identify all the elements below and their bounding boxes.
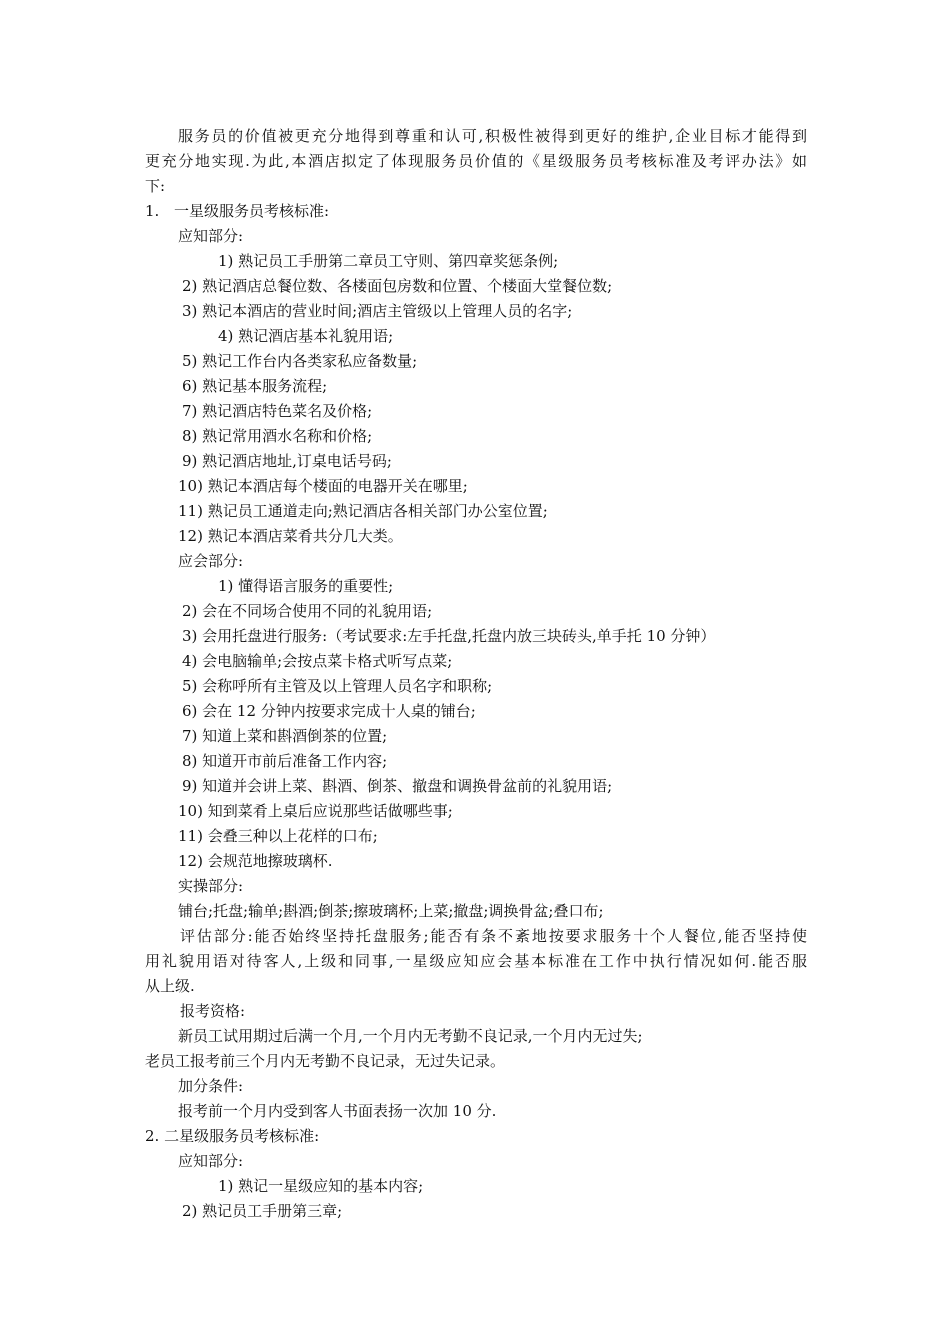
skills-item: 3) 会用托盘进行服务:（考试要求:左手托盘,托盘内放三块砖头,单手托 10 分钟） [182, 627, 716, 645]
knowledge-item: 1) 熟记员工手册第二章员工守则、第四章奖惩条例; [218, 252, 559, 270]
intro-line-1: 服务员的价值被更充分地得到尊重和认可,积极性被得到更好的维护,企业目标才能得到 [178, 127, 807, 145]
intro-line-3: 下: [145, 177, 166, 195]
section1-qualification-heading: 报考资格: [180, 1002, 246, 1020]
section2-title: 2. 二星级服务员考核标准: [145, 1127, 320, 1145]
evaluation-line-3: 从上级. [145, 977, 195, 995]
skills-item: 9) 知道并会讲上菜、斟酒、倒茶、撤盘和调换骨盆前的礼貌用语; [182, 777, 613, 795]
section1-skills-heading: 应会部分: [178, 552, 244, 570]
skills-item: 4) 会电脑输单;会按点菜卡格式听写点菜; [182, 652, 453, 670]
section1-practical-heading: 实操部分: [178, 877, 244, 895]
knowledge-item: 7) 熟记酒店特色菜名及价格; [182, 402, 373, 420]
skills-item: 12) 会规范地擦玻璃杯. [178, 852, 333, 870]
skills-item: 8) 知道开市前后准备工作内容; [182, 752, 388, 770]
knowledge-item: 1) 熟记一星级应知的基本内容; [218, 1177, 424, 1195]
evaluation-line-1: 评估部分:能否始终坚持托盘服务;能否有条不紊地按要求服务十个人餐位,能否坚持使 [180, 927, 807, 945]
section1-bonus-text: 报考前一个月内受到客人书面表扬一次加 10 分. [178, 1102, 497, 1120]
knowledge-item: 3) 熟记本酒店的营业时间;酒店主管级以上管理人员的名字; [182, 302, 573, 320]
qualification-line: 新员工试用期过后满一个月,一个月内无考勤不良记录,一个月内无过失; [178, 1027, 643, 1045]
knowledge-item: 12) 熟记本酒店菜肴共分几大类。 [178, 527, 403, 545]
knowledge-item: 2) 熟记员工手册第三章; [182, 1202, 343, 1220]
section1-title: 一星级服务员考核标准: [174, 202, 330, 220]
qualification-line: 老员工报考前三个月内无考勤不良记录，无过失记录。 [145, 1052, 506, 1070]
section1-practical-text: 铺台;托盘;输单;斟酒;倒茶;擦玻璃杯;上菜;撤盘;调换骨盆;叠口布; [178, 902, 604, 920]
knowledge-item: 10) 熟记本酒店每个楼面的电器开关在哪里; [178, 477, 468, 495]
skills-item: 7) 知道上菜和斟酒倒茶的位置; [182, 727, 388, 745]
skills-item: 5) 会称呼所有主管及以上管理人员名字和职称; [182, 677, 493, 695]
knowledge-item: 4) 熟记酒店基本礼貌用语; [218, 327, 394, 345]
knowledge-item: 6) 熟记基本服务流程; [182, 377, 328, 395]
knowledge-item: 9) 熟记酒店地址,订桌电话号码; [182, 452, 392, 470]
skills-item: 1) 懂得语言服务的重要性; [218, 577, 394, 595]
skills-item: 2) 会在不同场合使用不同的礼貌用语; [182, 602, 433, 620]
section2-knowledge-heading: 应知部分: [178, 1152, 244, 1170]
knowledge-item: 5) 熟记工作台内各类家私应备数量; [182, 352, 418, 370]
knowledge-item: 11) 熟记员工通道走向;熟记酒店各相关部门办公室位置; [178, 502, 548, 520]
section1-bonus-heading: 加分条件: [178, 1077, 244, 1095]
evaluation-line-2: 用礼貌用语对待客人,上级和同事,一星级应知应会基本标准在工作中执行情况如何.能否服 [145, 952, 807, 970]
skills-item: 10) 知到菜肴上桌后应说那些话做哪些事; [178, 802, 453, 820]
section1-knowledge-heading: 应知部分: [178, 227, 244, 245]
section1-number: 1. [145, 202, 160, 220]
intro-line-2: 更充分地实现.为此,本酒店拟定了体现服务员价值的《星级服务员考核标准及考评办法》如 [145, 152, 807, 170]
knowledge-item: 8) 熟记常用酒水名称和价格; [182, 427, 373, 445]
skills-item: 6) 会在 12 分钟内按要求完成十人桌的铺台; [182, 702, 476, 720]
skills-item: 11) 会叠三种以上花样的口布; [178, 827, 378, 845]
knowledge-item: 2) 熟记酒店总餐位数、各楼面包房数和位置、个楼面大堂餐位数; [182, 277, 613, 295]
